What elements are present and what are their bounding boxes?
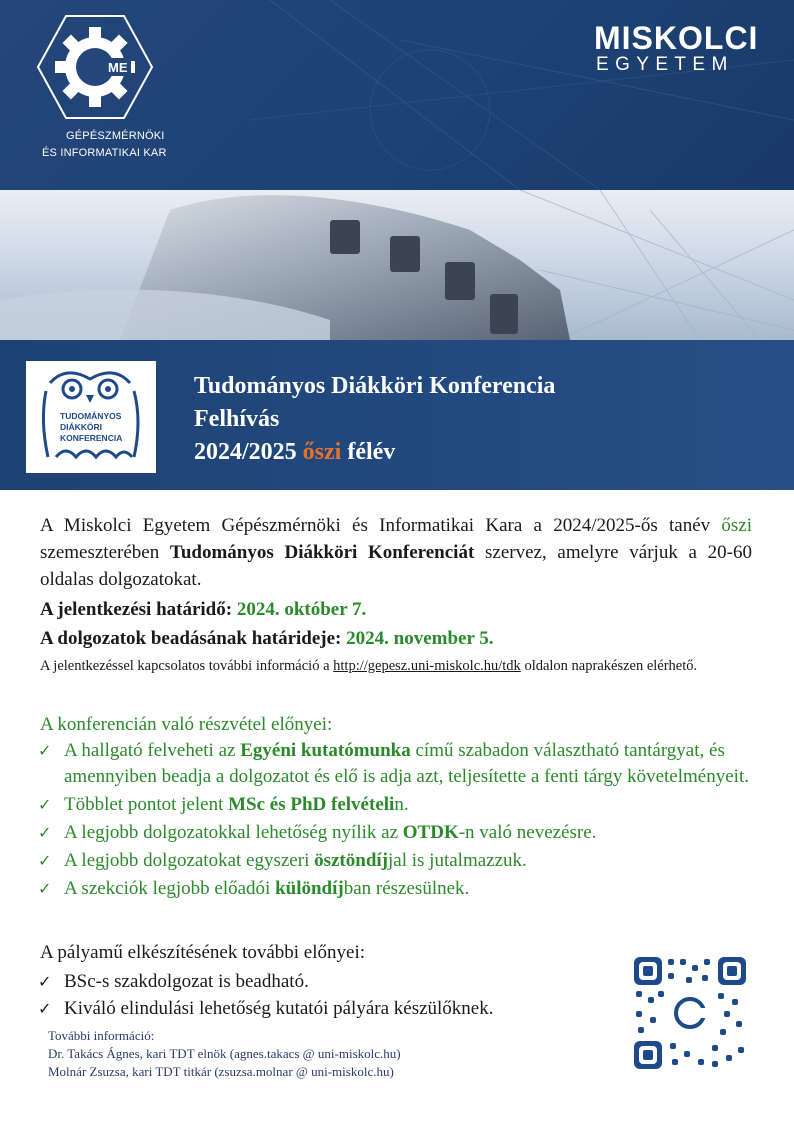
title-semester-highlight: őszi	[302, 439, 342, 465]
work-benefit-text: BSc-s szakdolgozat is beadható.	[64, 971, 309, 992]
benefit-bold: OTDK	[402, 822, 459, 843]
benefit-bold: különdíj	[275, 878, 344, 899]
intro-bold: Tudományos Diákköri Konferenciát	[169, 542, 475, 563]
registration-date: 2024. október 7.	[236, 599, 367, 620]
submission-deadline	[40, 625, 752, 652]
university-logo	[594, 22, 774, 76]
benefit-text: című szabadon választható tantárgyat, és amennyiben beadja a dolgozatot és elő is adja azt, teljesítette a fenti tárgy követelményeit.	[64, 740, 749, 787]
gear-photo	[0, 190, 794, 340]
info-paragraph	[40, 656, 752, 676]
faculty-gear-logo	[36, 14, 154, 120]
tdk-logo-line1: TUDOMÁNYOS	[60, 411, 122, 421]
list-item	[38, 848, 758, 874]
benefit-bold: MSc és PhD felvételi	[228, 794, 395, 815]
contact-info	[48, 1027, 401, 1081]
tdk-logo	[26, 361, 156, 473]
checkmark-icon: ✓	[38, 972, 52, 991]
intro-part2: szemeszterében	[40, 542, 170, 563]
tdk-logo-line2: DIÁKKÖRI	[60, 422, 103, 432]
university-subname: EGYETEM	[596, 54, 734, 75]
benefit-text: A hallgató felveheti az	[64, 740, 241, 761]
benefit-bold: Egyéni kutatómunka	[240, 740, 411, 761]
tdk-logo-line3: KONFERENCIA	[60, 433, 123, 443]
title-line1: Tudományos Diákköri Konferencia	[194, 373, 556, 399]
intro-part3: szervez, amelyre várjuk a 20-60 oldalas dolgozatokat.	[40, 542, 753, 590]
benefit-text: Többlet pontot jelent	[64, 794, 229, 815]
list-item	[38, 738, 758, 790]
benefit-bold: ösztöndíj	[314, 850, 389, 871]
list-item	[38, 995, 638, 1022]
title-suffix: félév	[341, 439, 396, 465]
faculty-logo-text: ME	[108, 60, 128, 75]
checkmark-icon: ✓	[38, 795, 52, 814]
work-benefit-text: Kiváló elindulási lehetőség kutatói pályára készülőknek.	[64, 998, 494, 1019]
checkmark-icon: ✓	[38, 851, 52, 870]
registration-deadline	[40, 596, 752, 623]
benefits-list	[38, 738, 758, 904]
list-item	[38, 968, 638, 995]
benefits-heading: A konferencián való részvétel előnyei:	[40, 714, 333, 735]
tdk-logo-text	[60, 411, 122, 444]
intro-paragraph	[40, 512, 752, 593]
title-line2: Felhívás	[194, 406, 280, 432]
intro-part1: A Miskolci Egyetem Gépészmérnöki és Informatikai Kara a 2024/2025-ős tanév	[40, 515, 722, 536]
title-line3	[194, 436, 555, 469]
benefit-text: ban részesülnek.	[343, 878, 470, 899]
submission-date: 2024. november 5.	[346, 628, 494, 649]
benefit-text: jal is jutalmazzuk.	[388, 850, 527, 871]
info-before: A jelentkezéssel kapcsolatos további információ a	[40, 658, 334, 674]
benefit-text: A legjobb dolgozatokkal lehetőség nyílik az	[64, 822, 403, 843]
checkmark-icon: ✓	[38, 823, 52, 842]
benefit-text: A szekciók legjobb előadói	[64, 878, 276, 899]
contact-heading: További információ:	[48, 1028, 155, 1043]
benefit-text: n.	[394, 794, 409, 815]
checkmark-icon: ✓	[38, 741, 52, 760]
faculty-name	[42, 128, 188, 162]
submission-label: A dolgozatok beadásának határideje:	[40, 628, 347, 649]
registration-label: A jelentkezési határidő:	[40, 599, 237, 620]
list-item	[38, 876, 758, 902]
contact-line1: Dr. Takács Ágnes, kari TDT elnök (agnes.takacs @ uni-miskolc.hu)	[48, 1046, 401, 1061]
info-after: oldalon naprakészen elérhető.	[520, 658, 698, 674]
gear-illustration	[0, 190, 794, 340]
benefit-text: A legjobb dolgozatokat egyszeri	[64, 850, 315, 871]
list-item	[38, 820, 758, 846]
faculty-name-line2: ÉS INFORMATIKAI KAR	[42, 147, 167, 159]
tdk-link[interactable]: http://gepesz.uni-miskolc.hu/tdk	[333, 658, 521, 674]
checkmark-icon: ✓	[38, 879, 52, 898]
intro-highlight: őszi	[721, 515, 752, 536]
qr-code[interactable]	[632, 955, 748, 1071]
university-name: MISKOLCI	[594, 20, 759, 56]
work-benefits-list	[38, 968, 638, 1022]
list-item	[38, 792, 758, 818]
faculty-name-line1: GÉPÉSZMÉRNÖKI	[66, 130, 165, 142]
title-year: 2024/2025	[194, 439, 303, 465]
page-title	[194, 370, 555, 469]
checkmark-icon: ✓	[38, 999, 52, 1018]
contact-line2: Molnár Zsuzsa, kari TDT titkár (zsuzsa.molnar @ uni-miskolc.hu)	[48, 1064, 394, 1079]
benefit-text: -n való nevezésre.	[458, 822, 597, 843]
header-banner	[0, 0, 794, 190]
work-benefits-heading: A pályamű elkészítésének további előnyei:	[40, 942, 366, 963]
